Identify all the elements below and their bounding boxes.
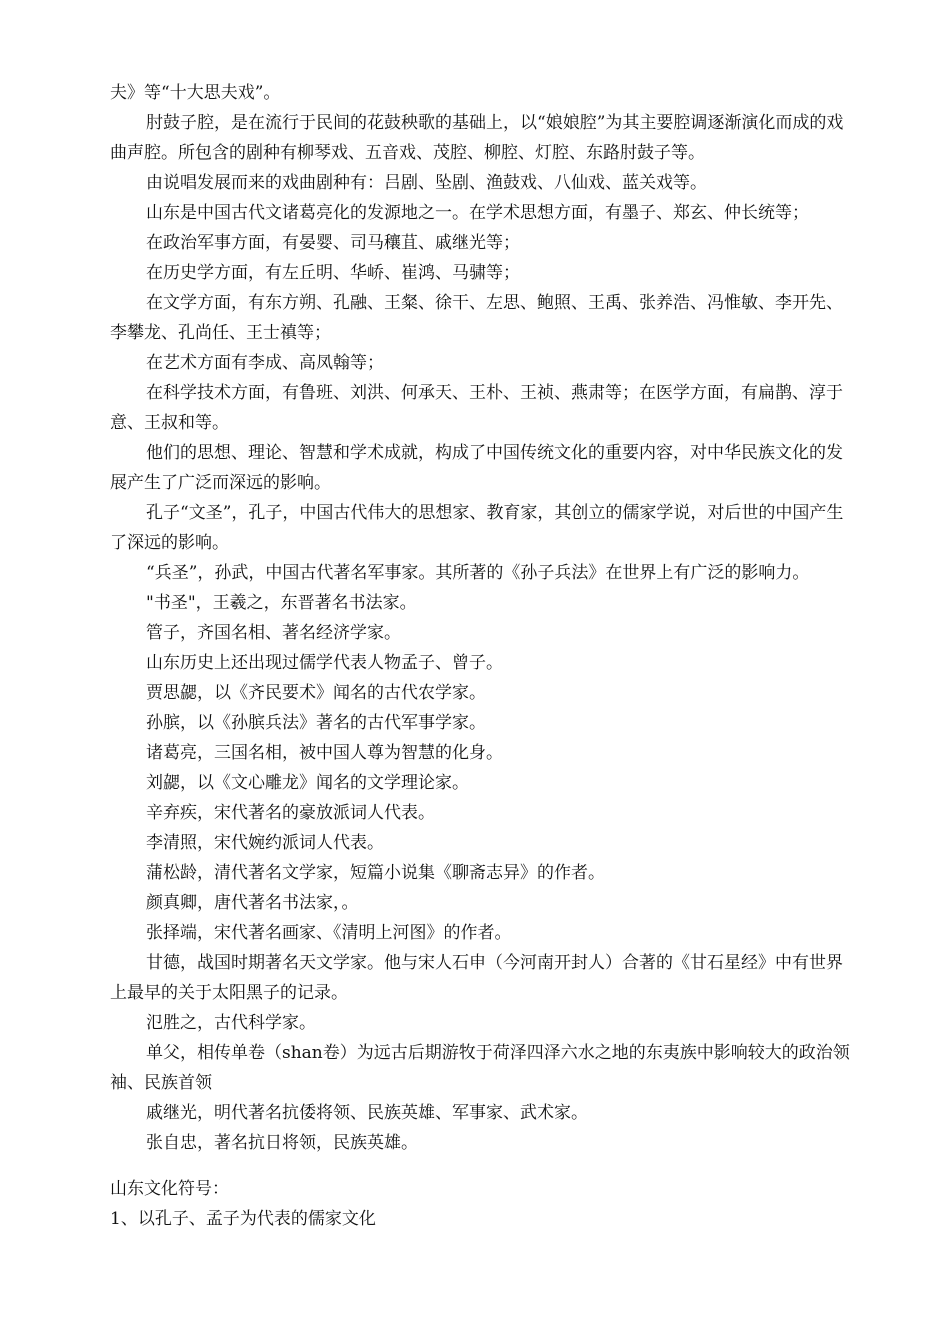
paragraph: 山东是中国古代文诸葛亮化的发源地之一。在学术思想方面，有墨子、郑玄、仲长统等； [146,203,809,223]
list-item: 1、以孔子、孟子为代表的儒家文化 [110,1209,376,1229]
paragraph: 戚继光，明代著名抗倭将领、民族英雄、军事家、武术家。 [146,1103,588,1123]
paragraph: 孔子“文圣”，孔子，中国古代伟大的思想家、教育家，其创立的儒家学说，对后世的中国产生了深远的影响。 [110,503,844,553]
paragraph: 颜真卿，唐代著名书法家，。 [146,893,359,913]
paragraph: 孙膑，以《孙膑兵法》著名的古代军事学家。 [146,713,486,733]
spacer [110,1158,850,1174]
paragraph: 甘德，战国时期著名天文学家。他与宋人石申（今河南开封人）合著的《甘石星经》中有世界上最早的关于太阳黑子的记录。 [110,953,843,1003]
paragraph: 山东历史上还出现过儒学代表人物孟子、曾子。 [146,653,503,673]
paragraph: 在文学方面，有东方朔、孔融、王粲、徐干、左思、鲍照、王禹、张养浩、冯惟敏、李开先、李攀龙、孔尚任、王士禛等； [110,293,843,343]
paragraph: 夫》等“十大思夫戏”。 [110,83,281,103]
paragraph: 他们的思想、理论、智慧和学术成就，构成了中国传统文化的重要内容，对中华民族文化的发展产生了广泛而深远的影响。 [110,443,843,493]
paragraph: 刘勰，以《文心雕龙》闻名的文学理论家。 [146,773,469,793]
paragraph: 氾胜之，古代科学家。 [146,1013,316,1033]
paragraph: "书圣"，王羲之，东晋著名书法家。 [146,593,417,613]
paragraph: 肘鼓子腔，是在流行于民间的花鼓秧歌的基础上，以“娘娘腔”为其主要腔调逐渐演化而成的戏曲声腔。所包含的剧种有柳琴戏、五音戏、茂腔、柳腔、灯腔、东路肘鼓子等。 [110,113,844,163]
paragraph: 在政治军事方面，有晏婴、司马穰苴、戚继光等； [146,233,520,253]
paragraph: 在科学技术方面，有鲁班、刘洪、何承天、王朴、王祯、燕肃等；在医学方面，有扁鹊、淳于意、王叔和等。 [110,383,843,433]
paragraph: 在艺术方面有李成、高凤翰等； [146,353,384,373]
paragraph: 辛弃疾，宋代著名的豪放派词人代表。 [146,803,435,823]
paragraph: 单父，相传单卷（shan卷）为远古后期游牧于荷泽四泽六水之地的东夷族中影响较大的政治领袖、民族首领 [110,1043,850,1093]
paragraph: 管子，齐国名相、著名经济学家。 [146,623,401,643]
section-title: 山东文化符号： [110,1179,229,1199]
paragraph: 张自忠，著名抗日将领，民族英雄。 [146,1133,418,1153]
paragraph: 李清照，宋代婉约派词人代表。 [146,833,384,853]
paragraph: 由说唱发展而来的戏曲剧种有：吕剧、坠剧、渔鼓戏、八仙戏、蓝关戏等。 [146,173,707,193]
document-page [110,78,850,1234]
paragraph: 诸葛亮，三国名相，被中国人尊为智慧的化身。 [146,743,503,763]
paragraph: “兵圣”，孙武，中国古代著名军事家。其所著的《孙子兵法》在世界上有广泛的影响力。 [146,563,810,583]
paragraph: 张择端，宋代著名画家、《清明上河图》的作者。 [146,923,512,943]
paragraph: 蒲松龄，清代著名文学家，短篇小说集《聊斋志异》的作者。 [146,863,605,883]
paragraph: 贾思勰，以《齐民要术》闻名的古代农学家。 [146,683,486,703]
paragraph: 在历史学方面，有左丘明、华峤、崔鸿、马骕等； [146,263,520,283]
